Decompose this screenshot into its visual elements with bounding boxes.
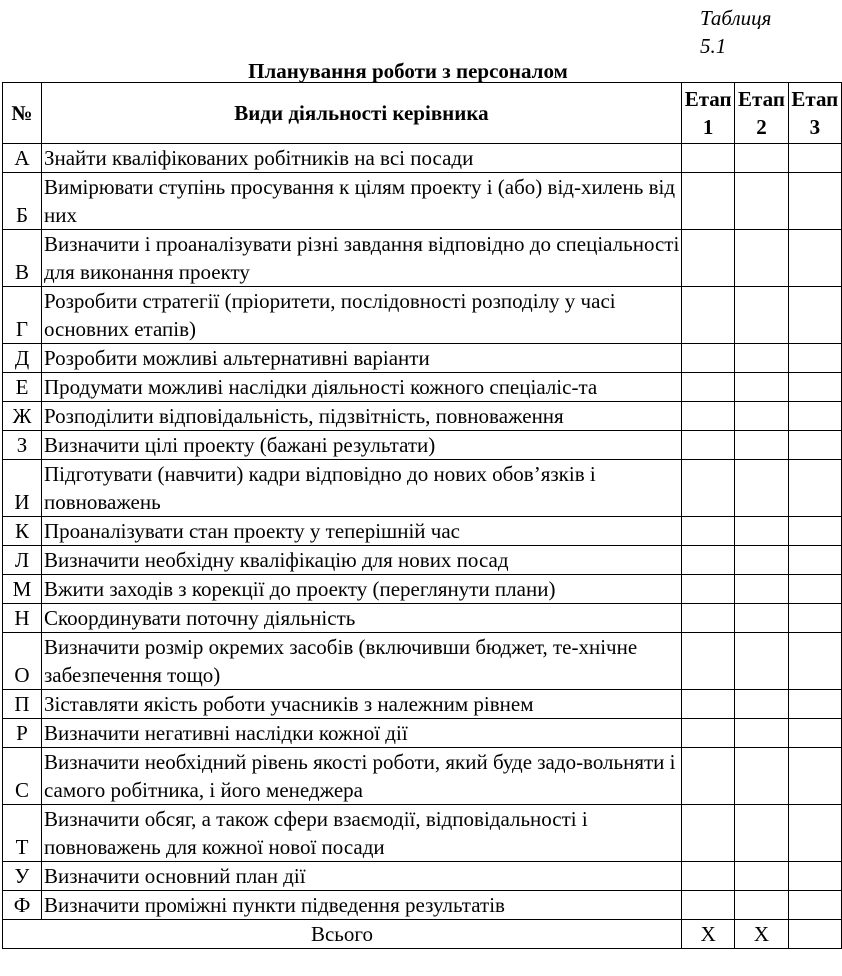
table-row — [3, 805, 842, 862]
table-row — [3, 690, 842, 719]
row-id: Д — [3, 344, 42, 373]
table-body — [3, 144, 842, 920]
table-row — [3, 460, 842, 517]
row-stage-3-cell — [788, 805, 841, 862]
table-row — [3, 862, 842, 891]
row-activity: Знайти кваліфікованих робітників на всі посади — [41, 144, 681, 173]
table-row — [3, 173, 842, 230]
row-stage-2-cell — [735, 805, 788, 862]
row-id: О — [3, 633, 42, 690]
row-activity: Скоординувати поточну діяльність — [41, 604, 681, 633]
row-id: Л — [3, 546, 42, 575]
row-activity: Визначити негативні наслідки кожної дії — [41, 719, 681, 748]
row-stage-3-cell — [788, 575, 841, 604]
row-stage-3-cell — [788, 373, 841, 402]
row-activity: Визначити проміжні пункти підведення результатів — [41, 891, 681, 920]
row-activity: Розробити стратегії (пріоритети, послідовності розподілу у часі основних етапів) — [41, 287, 681, 344]
row-stage-2-cell — [735, 344, 788, 373]
row-activity: Вжити заходів з корекції до проекту (переглянути плани) — [41, 575, 681, 604]
row-stage-3-cell — [788, 402, 841, 431]
table-number-caption: Таблиця 5.1 — [700, 6, 772, 58]
row-stage-2-cell — [735, 862, 788, 891]
table-row — [3, 344, 842, 373]
row-activity: Визначити основний план дії — [41, 862, 681, 891]
row-stage-2-cell — [735, 633, 788, 690]
header-stage-2 — [735, 83, 788, 144]
total-row — [3, 920, 842, 949]
row-stage-2-cell — [735, 575, 788, 604]
row-id: Ж — [3, 402, 42, 431]
row-activity: Визначити і проаналізувати різні завдання відповідно до спеціальності для виконання проекту — [41, 230, 681, 287]
header-stage-1 — [681, 83, 734, 144]
table-row — [3, 748, 842, 805]
row-id: Н — [3, 604, 42, 633]
row-stage-2-cell — [735, 460, 788, 517]
stage-label: Етап — [738, 87, 785, 111]
row-activity: Визначити необхідну кваліфікацію для нових посад — [41, 546, 681, 575]
total-mark-stage-2: X — [735, 920, 788, 949]
row-stage-1-cell — [681, 230, 734, 287]
row-stage-2-cell — [735, 604, 788, 633]
row-stage-2-cell — [735, 719, 788, 748]
row-stage-1-cell — [681, 633, 734, 690]
row-activity: Продумати можливі наслідки діяльності кожного спеціаліс-та — [41, 373, 681, 402]
table-row — [3, 546, 842, 575]
row-stage-2-cell — [735, 402, 788, 431]
row-stage-3-cell — [788, 546, 841, 575]
table-row — [3, 604, 842, 633]
stage-number: 1 — [702, 115, 714, 139]
row-id: Р — [3, 719, 42, 748]
table-row — [3, 144, 842, 173]
row-stage-1-cell — [681, 575, 734, 604]
total-mark-stage-1: X — [681, 920, 734, 949]
row-id: З — [3, 431, 42, 460]
row-stage-1-cell — [681, 287, 734, 344]
row-stage-3-cell — [788, 431, 841, 460]
row-id: П — [3, 690, 42, 719]
row-stage-1-cell — [681, 719, 734, 748]
row-stage-3-cell — [788, 862, 841, 891]
row-stage-1-cell — [681, 144, 734, 173]
row-stage-2-cell — [735, 891, 788, 920]
row-stage-2-cell — [735, 173, 788, 230]
row-stage-1-cell — [681, 173, 734, 230]
row-id: Е — [3, 373, 42, 402]
table-row — [3, 287, 842, 344]
row-activity: Визначити необхідний рівень якості роботи, який буде задо-вольняти і самого робітника, і його менеджера — [41, 748, 681, 805]
row-activity: Визначити цілі проекту (бажані результати) — [41, 431, 681, 460]
row-stage-2-cell — [735, 144, 788, 173]
table-row — [3, 373, 842, 402]
row-stage-3-cell — [788, 719, 841, 748]
row-activity: Визначити розмір окремих засобів (включивши бюджет, те-хнічне забезпечення тощо) — [41, 633, 681, 690]
row-stage-2-cell — [735, 517, 788, 546]
row-stage-3-cell — [788, 748, 841, 805]
row-stage-2-cell — [735, 373, 788, 402]
table-row — [3, 633, 842, 690]
row-stage-1-cell — [681, 748, 734, 805]
row-stage-3-cell — [788, 144, 841, 173]
stage-number: 3 — [809, 115, 821, 139]
row-stage-3-cell — [788, 230, 841, 287]
row-stage-3-cell — [788, 287, 841, 344]
row-id: С — [3, 748, 42, 805]
table-row — [3, 402, 842, 431]
row-stage-3-cell — [788, 517, 841, 546]
planning-table — [2, 82, 842, 949]
row-stage-1-cell — [681, 344, 734, 373]
table-row — [3, 891, 842, 920]
row-id: Ф — [3, 891, 42, 920]
row-id: В — [3, 230, 42, 287]
header-row — [3, 83, 842, 144]
row-stage-1-cell — [681, 891, 734, 920]
row-stage-1-cell — [681, 517, 734, 546]
row-activity: Проаналізувати стан проекту у теперішній час — [41, 517, 681, 546]
table-row — [3, 431, 842, 460]
table-row — [3, 517, 842, 546]
row-stage-3-cell — [788, 604, 841, 633]
row-stage-1-cell — [681, 431, 734, 460]
row-activity: Зіставляти якість роботи учасників з належним рівнем — [41, 690, 681, 719]
row-activity: Визначити обсяг, а також сфери взаємодії, відповідальності і повноважень для кожної нової посади — [41, 805, 681, 862]
row-stage-1-cell — [681, 402, 734, 431]
row-stage-3-cell — [788, 633, 841, 690]
row-stage-2-cell — [735, 690, 788, 719]
row-stage-1-cell — [681, 460, 734, 517]
row-stage-2-cell — [735, 431, 788, 460]
row-stage-3-cell — [788, 173, 841, 230]
row-id: Г — [3, 287, 42, 344]
row-id: А — [3, 144, 42, 173]
row-id: У — [3, 862, 42, 891]
row-stage-3-cell — [788, 891, 841, 920]
stage-label: Етап — [791, 87, 839, 111]
row-stage-1-cell — [681, 546, 734, 575]
header-activity: Види діяльності керівника — [41, 83, 681, 144]
table-row — [3, 230, 842, 287]
row-stage-3-cell — [788, 460, 841, 517]
row-id: И — [3, 460, 42, 517]
row-id: Б — [3, 173, 42, 230]
row-stage-1-cell — [681, 604, 734, 633]
row-activity: Розробити можливі альтернативні варіанти — [41, 344, 681, 373]
row-id: К — [3, 517, 42, 546]
row-id: Т — [3, 805, 42, 862]
row-stage-1-cell — [681, 373, 734, 402]
table-row — [3, 575, 842, 604]
row-stage-3-cell — [788, 690, 841, 719]
row-stage-2-cell — [735, 287, 788, 344]
row-activity: Вимірювати ступінь просування к цілям проекту і (або) від-хилень від них — [41, 173, 681, 230]
header-number: № — [3, 83, 42, 144]
row-stage-2-cell — [735, 748, 788, 805]
row-stage-1-cell — [681, 862, 734, 891]
row-activity: Розподілити відповідальність, підзвітність, повноваження — [41, 402, 681, 431]
row-stage-2-cell — [735, 546, 788, 575]
stage-label: Етап — [684, 87, 732, 111]
header-stage-3 — [788, 83, 841, 144]
table-row — [3, 719, 842, 748]
stage-number: 2 — [756, 115, 767, 139]
row-stage-2-cell — [735, 230, 788, 287]
row-activity: Підготувати (навчити) кадри відповідно до нових обов’язків і повноважень — [41, 460, 681, 517]
row-id: М — [3, 575, 42, 604]
total-mark-stage-3 — [788, 920, 841, 949]
row-stage-3-cell — [788, 344, 841, 373]
table-title: Планування роботи з персоналом — [248, 59, 568, 83]
row-stage-1-cell — [681, 690, 734, 719]
row-stage-1-cell — [681, 805, 734, 862]
total-label: Всього — [3, 920, 682, 949]
